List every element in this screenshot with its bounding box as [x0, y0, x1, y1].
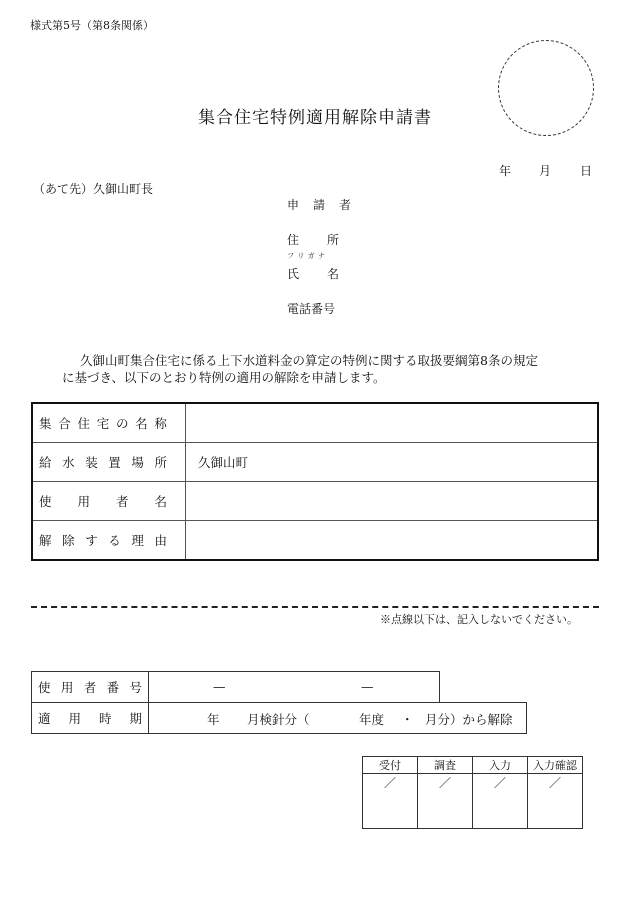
- supply-location-label: 給 水 装 置 場 所: [32, 443, 186, 482]
- cancel-reason-label: 解 除 す る 理 由: [32, 521, 186, 561]
- applicant-phone-label: 電話番号: [287, 302, 336, 316]
- period-release-text: 月分）から解除: [425, 712, 513, 727]
- housing-name-label: 集 合 住 宅 の 名 称: [32, 403, 186, 443]
- user-number-dash: —: [361, 679, 374, 694]
- office-use-note: ※点線以下は、記入しないでください。: [380, 613, 578, 626]
- inspection-stamp-box[interactable]: ／: [418, 774, 473, 829]
- period-separator: ・: [401, 712, 414, 727]
- user-number-label: 使 用 者 番 号: [32, 672, 149, 703]
- staff-check-table: [362, 756, 583, 829]
- period-year: 年: [207, 712, 220, 727]
- table-row: [32, 403, 598, 443]
- furigana-label: フ リ ガ ナ: [287, 252, 325, 260]
- applicant-name-label: 氏 名: [287, 267, 339, 281]
- office-use-table: [31, 671, 527, 734]
- input-header: 入力: [473, 757, 528, 774]
- input-confirm-stamp-box[interactable]: ／: [528, 774, 583, 829]
- period-meter-text: 月検針分（: [247, 712, 310, 727]
- addressee: （あて先）久御山町長: [33, 182, 154, 196]
- period-label: 適 用 時 期: [32, 703, 149, 734]
- table-row: [32, 672, 527, 703]
- period-fiscal-year: 年度: [359, 712, 385, 727]
- applicant-heading: 申 請 者: [287, 198, 351, 212]
- date-month-label: 月: [539, 164, 552, 178]
- paragraph-line-2: に基づき、以下のとおり特例の適用の解除を申請します。: [62, 370, 386, 385]
- user-number-field[interactable]: [149, 672, 440, 703]
- application-table: [31, 402, 599, 561]
- date-year-label: 年: [499, 164, 512, 178]
- cancel-reason-field[interactable]: [186, 521, 599, 561]
- inspection-header: 調査: [418, 757, 473, 774]
- input-confirm-header: 入力確認: [528, 757, 583, 774]
- housing-name-field[interactable]: [186, 403, 599, 443]
- form-number: 様式第5号（第8条関係）: [30, 19, 154, 32]
- blank-cell: [440, 672, 527, 703]
- paragraph-line-1: 久御山町集合住宅に係る上下水道料金の算定の特例に関する取扱要綱第8条の規定: [80, 353, 538, 368]
- input-stamp-box[interactable]: ／: [473, 774, 528, 829]
- reception-stamp-box[interactable]: ／: [363, 774, 418, 829]
- user-name-label: 使 用 者 名: [32, 482, 186, 521]
- user-name-field[interactable]: [186, 482, 599, 521]
- table-row: [32, 443, 598, 482]
- document-title: 集合住宅特例適用解除申請書: [198, 108, 432, 128]
- request-paragraph: [62, 352, 592, 386]
- supply-location-field[interactable]: 久御山町: [186, 443, 599, 482]
- period-field[interactable]: [149, 703, 527, 734]
- user-number-dash: —: [213, 679, 226, 694]
- reception-header: 受付: [363, 757, 418, 774]
- table-row: [32, 482, 598, 521]
- date-day-label: 日: [580, 164, 593, 178]
- office-use-divider: [31, 606, 599, 608]
- table-row: [32, 521, 598, 561]
- table-row: [32, 703, 527, 734]
- applicant-address-label: 住 所: [287, 233, 339, 247]
